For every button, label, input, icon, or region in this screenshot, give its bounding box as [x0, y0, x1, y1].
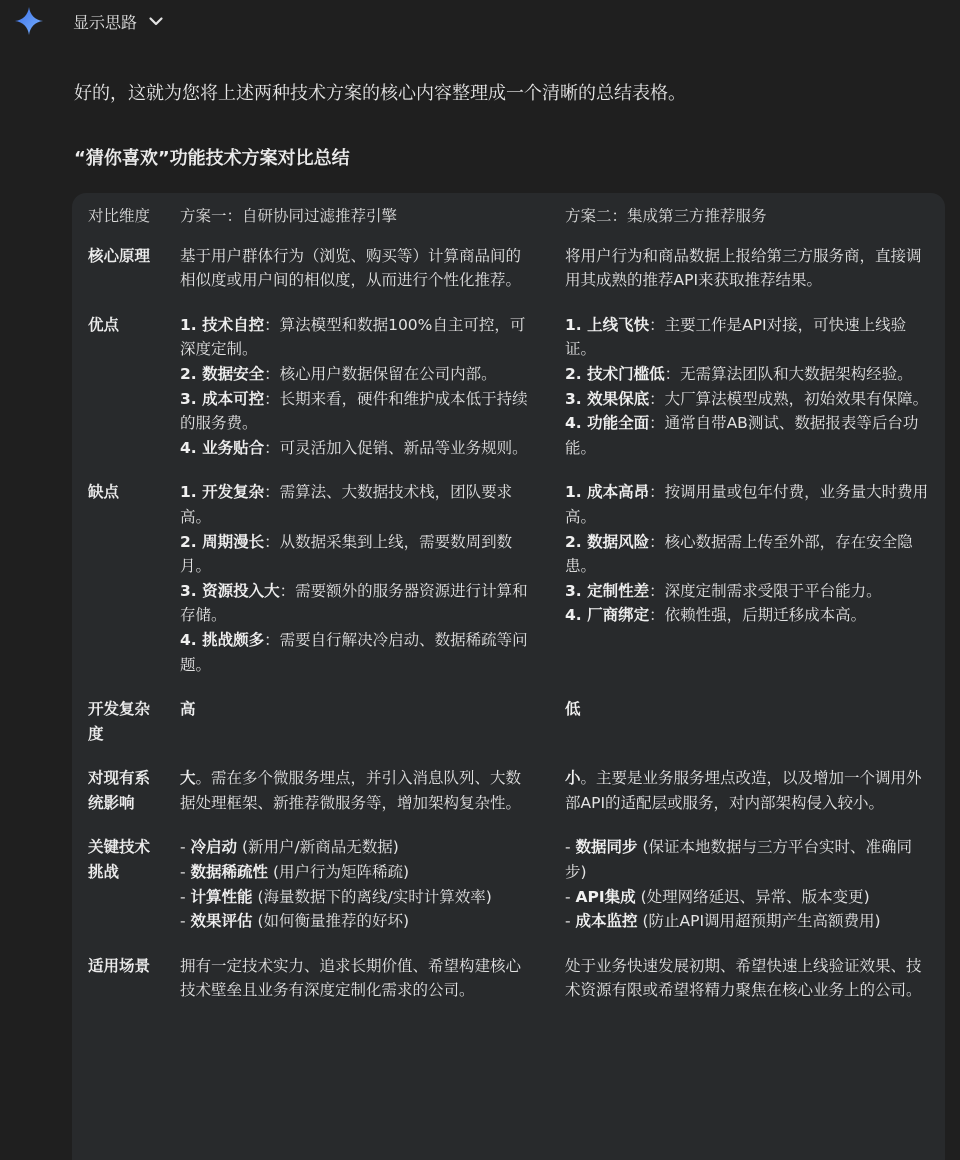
list-item: 2. 数据安全：核心用户数据保留在公司内部。 [180, 364, 497, 383]
list-item: 3. 效果保底：大厂算法模型成熟，初始效果有保障。 [565, 389, 929, 408]
cell-option-one: 基于用户群体行为（浏览、购买等）计算商品间的相似度或用户间的相似度，从而进行个性化推荐。 [180, 246, 522, 290]
list-item: 3. 资源投入大：需要额外的服务器资源进行计算和存储。 [180, 581, 528, 625]
cell-option-two: 将用户行为和商品数据上报给第三方服务商，直接调用其成熟的推荐API来获取推荐结果。 [565, 246, 922, 290]
cell-option-two [549, 313, 945, 481]
list-item: 1. 技术自控：算法模型和数据100%自主可控，可深度定制。 [180, 315, 526, 359]
table-header-row [72, 193, 945, 244]
list-item: 4. 挑战颇多：需要自行解决冷启动、数据稀疏等问题。 [180, 630, 528, 674]
cell-option-two [549, 480, 945, 697]
cell-option-two: 低 [565, 700, 581, 719]
list-item: - 效果评估 (如何衡量推荐的好坏) [180, 912, 410, 931]
cell-option-two: 处于业务快速发展初期、希望快速上线验证效果、技术资源有限或希望将精力聚焦在核心业务上的公司。 [565, 956, 922, 1000]
list-item: 1. 上线飞快：主要工作是API对接，可快速上线验证。 [565, 315, 907, 359]
comparison-table [72, 193, 945, 1023]
intro-text: 好的，这就为您将上述两种技术方案的核心内容整理成一个清晰的总结表格。 [74, 83, 686, 104]
table-row-challenges [72, 835, 945, 953]
cell-option-one: 高 [180, 700, 196, 719]
cell-option-two: 小。主要是业务服务埋点改造，以及增加一个调用外部API的适配层或服务，对内部架构侵入较小。 [565, 769, 922, 812]
chevron-down-icon [147, 12, 165, 30]
list-item: 4. 厂商绑定：依赖性强，后期迁移成本高。 [565, 606, 867, 625]
table-row-pros [72, 313, 945, 481]
list-item: 3. 成本可控：长期来看，硬件和维护成本低于持续的服务费。 [180, 389, 528, 433]
header-option-two: 方案二：集成第三方推荐服务 [565, 207, 767, 225]
table-row-cons [72, 480, 945, 697]
row-label: 缺点 [88, 483, 120, 502]
table-row-impact [72, 766, 945, 835]
comparison-table-container [72, 193, 945, 1160]
header-option-one: 方案一：自研协同过滤推荐引擎 [180, 207, 398, 225]
list-item: - 数据稀疏性 (用户行为矩阵稀疏) [180, 863, 410, 882]
list-item: - API集成 (处理网络延迟、异常、版本变更) [565, 887, 870, 906]
cell-option-one: 拥有一定技术实力、追求长期价值、希望构建核心技术壁垒且业务有深度定制化需求的公司。 [180, 956, 522, 1000]
list-item: 4. 业务贴合：可灵活加入促销、新品等业务规则。 [180, 438, 528, 457]
cell-option-two [549, 835, 945, 953]
list-item: - 冷启动 (新用户/新商品无数据) [180, 838, 399, 857]
cell-option-one [164, 480, 549, 697]
row-label: 开发复杂度 [88, 700, 151, 743]
list-item: 1. 成本高昂：按调用量或包年付费，业务量大时费用高。 [565, 483, 929, 526]
list-item: 2. 周期漫长：从数据采集到上线，需要数周到数月。 [180, 532, 513, 576]
gemini-sparkle-icon [14, 6, 44, 36]
row-label: 适用场景 [88, 956, 151, 975]
row-label: 对现有系统影响 [88, 769, 151, 812]
row-label: 优点 [88, 315, 120, 334]
row-label: 核心原理 [88, 246, 151, 265]
show-thinking-toggle[interactable] [73, 8, 165, 34]
list-item: 2. 技术门槛低：无需算法团队和大数据架构经验。 [565, 364, 913, 383]
show-thinking-label: 显示思路 [73, 12, 138, 32]
section-heading: “猜你喜欢”功能技术方案对比总结 [74, 148, 350, 169]
list-item: - 计算性能 (海量数据下的离线/实时计算效率) [180, 887, 492, 906]
cell-option-one [164, 313, 549, 481]
cell-option-one [164, 835, 549, 953]
header-dimension: 对比维度 [88, 207, 151, 225]
list-item: - 成本监控 (防止API调用超预期产生高额费用) [565, 912, 881, 931]
list-item: 3. 定制性差：深度定制需求受限于平台能力。 [565, 581, 882, 600]
table-row-principle [72, 244, 945, 313]
list-item: 2. 数据风险：核心数据需上传至外部，存在安全隐患。 [565, 532, 913, 576]
list-item: 1. 开发复杂：需算法、大数据技术栈，团队要求高。 [180, 483, 513, 526]
table-row-scenario [72, 954, 945, 1023]
row-label: 关键技术挑战 [88, 838, 151, 882]
list-item: - 数据同步 (保证本地数据与三方平台实时、准确同步) [565, 838, 913, 882]
table-row-complexity [72, 697, 945, 766]
cell-option-one: 大。需在多个微服务埋点，并引入消息队列、大数据处理框架、新推荐微服务等，增加架构复杂性。 [180, 769, 522, 812]
response-header [0, 0, 960, 44]
list-item: 4. 功能全面：通常自带AB测试、数据报表等后台功能。 [565, 414, 919, 457]
